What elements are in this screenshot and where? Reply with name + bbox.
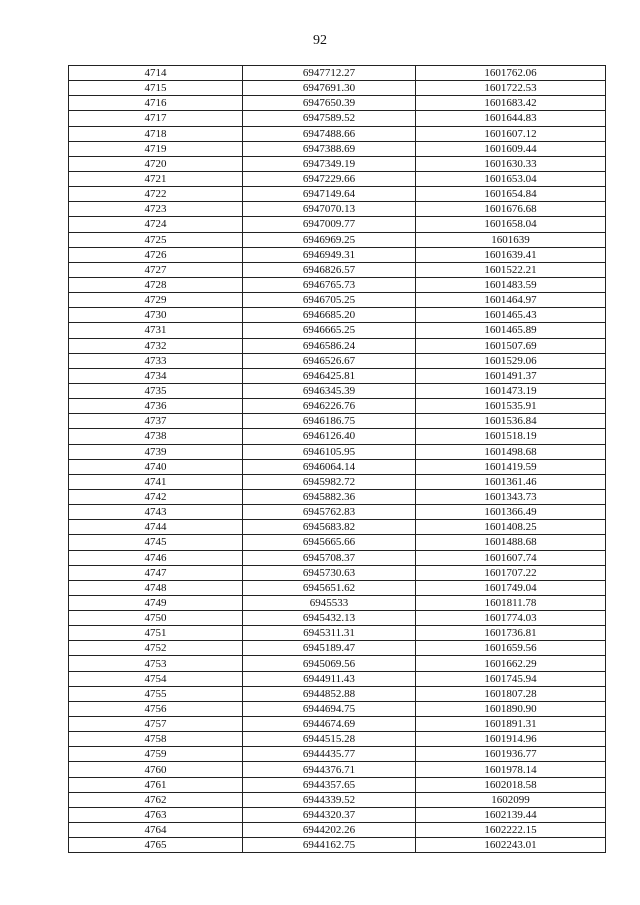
y-coordinate-cell: 1601811.78 xyxy=(416,595,606,610)
point-number-cell: 4734 xyxy=(69,368,243,383)
x-coordinate-cell: 6946526.67 xyxy=(243,353,416,368)
table-row xyxy=(69,717,606,732)
table-row xyxy=(69,414,606,429)
point-number-cell: 4738 xyxy=(69,429,243,444)
x-coordinate-cell: 6946186.75 xyxy=(243,414,416,429)
point-number-cell: 4757 xyxy=(69,717,243,732)
table-row xyxy=(69,141,606,156)
y-coordinate-cell: 1601419.59 xyxy=(416,459,606,474)
y-coordinate-cell: 1601654.84 xyxy=(416,187,606,202)
point-number-cell: 4720 xyxy=(69,156,243,171)
y-coordinate-cell: 1601343.73 xyxy=(416,489,606,504)
x-coordinate-cell: 6944911.43 xyxy=(243,671,416,686)
y-coordinate-cell: 1601978.14 xyxy=(416,762,606,777)
table-row xyxy=(69,111,606,126)
table-row xyxy=(69,474,606,489)
x-coordinate-cell: 6944435.77 xyxy=(243,747,416,762)
point-number-cell: 4730 xyxy=(69,308,243,323)
y-coordinate-cell: 1601518.19 xyxy=(416,429,606,444)
table-row xyxy=(69,732,606,747)
x-coordinate-cell: 6946064.14 xyxy=(243,459,416,474)
y-coordinate-cell: 1601891.31 xyxy=(416,717,606,732)
point-number-cell: 4714 xyxy=(69,66,243,81)
table-row xyxy=(69,353,606,368)
table-row xyxy=(69,777,606,792)
table-row xyxy=(69,171,606,186)
x-coordinate-cell: 6946226.76 xyxy=(243,399,416,414)
table-row xyxy=(69,701,606,716)
x-coordinate-cell: 6947388.69 xyxy=(243,141,416,156)
x-coordinate-cell: 6945651.62 xyxy=(243,580,416,595)
x-coordinate-cell: 6946126.40 xyxy=(243,429,416,444)
x-coordinate-cell: 6944852.88 xyxy=(243,686,416,701)
table-row xyxy=(69,505,606,520)
table-row xyxy=(69,444,606,459)
y-coordinate-cell: 1602222.15 xyxy=(416,823,606,838)
point-number-cell: 4750 xyxy=(69,611,243,626)
table-row xyxy=(69,96,606,111)
x-coordinate-cell: 6947691.30 xyxy=(243,81,416,96)
point-number-cell: 4726 xyxy=(69,247,243,262)
point-number-cell: 4725 xyxy=(69,232,243,247)
table-row xyxy=(69,535,606,550)
y-coordinate-cell: 1601639.41 xyxy=(416,247,606,262)
table-row xyxy=(69,611,606,626)
x-coordinate-cell: 6944357.65 xyxy=(243,777,416,792)
point-number-cell: 4727 xyxy=(69,262,243,277)
y-coordinate-cell: 1601658.04 xyxy=(416,217,606,232)
x-coordinate-cell: 6945069.56 xyxy=(243,656,416,671)
point-number-cell: 4763 xyxy=(69,807,243,822)
point-number-cell: 4762 xyxy=(69,792,243,807)
x-coordinate-cell: 6946105.95 xyxy=(243,444,416,459)
table-row xyxy=(69,838,606,853)
x-coordinate-cell: 6947009.77 xyxy=(243,217,416,232)
y-coordinate-cell: 1602018.58 xyxy=(416,777,606,792)
y-coordinate-cell: 1601936.77 xyxy=(416,747,606,762)
y-coordinate-cell: 1602099 xyxy=(416,792,606,807)
point-number-cell: 4736 xyxy=(69,399,243,414)
point-number-cell: 4735 xyxy=(69,383,243,398)
table-row xyxy=(69,262,606,277)
y-coordinate-cell: 1601535.91 xyxy=(416,399,606,414)
point-number-cell: 4743 xyxy=(69,505,243,520)
table-row xyxy=(69,565,606,580)
table-row xyxy=(69,323,606,338)
point-number-cell: 4756 xyxy=(69,701,243,716)
table-row xyxy=(69,807,606,822)
y-coordinate-cell: 1601473.19 xyxy=(416,383,606,398)
table-row xyxy=(69,368,606,383)
table-row xyxy=(69,671,606,686)
y-coordinate-cell: 1601774.03 xyxy=(416,611,606,626)
table-row xyxy=(69,383,606,398)
y-coordinate-cell: 1601607.74 xyxy=(416,550,606,565)
x-coordinate-cell: 6946705.25 xyxy=(243,293,416,308)
y-coordinate-cell: 1601609.44 xyxy=(416,141,606,156)
table-row xyxy=(69,641,606,656)
y-coordinate-cell: 1601676.68 xyxy=(416,202,606,217)
x-coordinate-cell: 6946665.25 xyxy=(243,323,416,338)
x-coordinate-cell: 6947712.27 xyxy=(243,66,416,81)
table-row xyxy=(69,626,606,641)
table-row xyxy=(69,489,606,504)
y-coordinate-cell: 1601653.04 xyxy=(416,171,606,186)
x-coordinate-cell: 6946826.57 xyxy=(243,262,416,277)
y-coordinate-cell: 1601507.69 xyxy=(416,338,606,353)
y-coordinate-cell: 1601644.83 xyxy=(416,111,606,126)
x-coordinate-cell: 6947070.13 xyxy=(243,202,416,217)
table-row xyxy=(69,550,606,565)
y-coordinate-cell: 1601464.97 xyxy=(416,293,606,308)
point-number-cell: 4758 xyxy=(69,732,243,747)
x-coordinate-cell: 6945189.47 xyxy=(243,641,416,656)
point-number-cell: 4744 xyxy=(69,520,243,535)
x-coordinate-cell: 6947229.66 xyxy=(243,171,416,186)
y-coordinate-cell: 1601736.81 xyxy=(416,626,606,641)
y-coordinate-cell: 1601529.06 xyxy=(416,353,606,368)
point-number-cell: 4721 xyxy=(69,171,243,186)
y-coordinate-cell: 1601522.21 xyxy=(416,262,606,277)
table-row xyxy=(69,156,606,171)
y-coordinate-cell: 1601465.43 xyxy=(416,308,606,323)
table-row xyxy=(69,81,606,96)
point-number-cell: 4752 xyxy=(69,641,243,656)
x-coordinate-cell: 6945982.72 xyxy=(243,474,416,489)
point-number-cell: 4732 xyxy=(69,338,243,353)
x-coordinate-cell: 6947589.52 xyxy=(243,111,416,126)
x-coordinate-cell: 6947488.66 xyxy=(243,126,416,141)
point-number-cell: 4761 xyxy=(69,777,243,792)
table-row xyxy=(69,66,606,81)
table-row xyxy=(69,338,606,353)
point-number-cell: 4760 xyxy=(69,762,243,777)
x-coordinate-cell: 6945311.31 xyxy=(243,626,416,641)
point-number-cell: 4745 xyxy=(69,535,243,550)
table-row xyxy=(69,656,606,671)
x-coordinate-cell: 6944694.75 xyxy=(243,701,416,716)
y-coordinate-cell: 1601366.49 xyxy=(416,505,606,520)
point-number-cell: 4765 xyxy=(69,838,243,853)
y-coordinate-cell: 1601745.94 xyxy=(416,671,606,686)
x-coordinate-cell: 6944674.69 xyxy=(243,717,416,732)
y-coordinate-cell: 1601630.33 xyxy=(416,156,606,171)
y-coordinate-cell: 1601890.90 xyxy=(416,701,606,716)
point-number-cell: 4733 xyxy=(69,353,243,368)
table-row xyxy=(69,293,606,308)
x-coordinate-cell: 6946685.20 xyxy=(243,308,416,323)
table-row xyxy=(69,232,606,247)
point-number-cell: 4746 xyxy=(69,550,243,565)
point-number-cell: 4722 xyxy=(69,187,243,202)
point-number-cell: 4740 xyxy=(69,459,243,474)
point-number-cell: 4751 xyxy=(69,626,243,641)
table-row xyxy=(69,126,606,141)
point-number-cell: 4716 xyxy=(69,96,243,111)
y-coordinate-cell: 1601498.68 xyxy=(416,444,606,459)
table-row xyxy=(69,247,606,262)
table-row xyxy=(69,187,606,202)
coordinates-table-body xyxy=(69,66,606,853)
table-row xyxy=(69,792,606,807)
point-number-cell: 4729 xyxy=(69,293,243,308)
x-coordinate-cell: 6946949.31 xyxy=(243,247,416,262)
y-coordinate-cell: 1601683.42 xyxy=(416,96,606,111)
y-coordinate-cell: 1601483.59 xyxy=(416,277,606,292)
point-number-cell: 4728 xyxy=(69,277,243,292)
point-number-cell: 4739 xyxy=(69,444,243,459)
y-coordinate-cell: 1601659.56 xyxy=(416,641,606,656)
point-number-cell: 4715 xyxy=(69,81,243,96)
table-row xyxy=(69,595,606,610)
y-coordinate-cell: 1601639 xyxy=(416,232,606,247)
table-row xyxy=(69,308,606,323)
x-coordinate-cell: 6944320.37 xyxy=(243,807,416,822)
table-row xyxy=(69,686,606,701)
x-coordinate-cell: 6946586.24 xyxy=(243,338,416,353)
x-coordinate-cell: 6946969.25 xyxy=(243,232,416,247)
point-number-cell: 4753 xyxy=(69,656,243,671)
x-coordinate-cell: 6945730.63 xyxy=(243,565,416,580)
y-coordinate-cell: 1601491.37 xyxy=(416,368,606,383)
y-coordinate-cell: 1602243.01 xyxy=(416,838,606,853)
x-coordinate-cell: 6946425.81 xyxy=(243,368,416,383)
x-coordinate-cell: 6944515.28 xyxy=(243,732,416,747)
table-row xyxy=(69,429,606,444)
y-coordinate-cell: 1601361.46 xyxy=(416,474,606,489)
point-number-cell: 4754 xyxy=(69,671,243,686)
page-number: 92 xyxy=(313,33,327,48)
y-coordinate-cell: 1601762.06 xyxy=(416,66,606,81)
y-coordinate-cell: 1601914.96 xyxy=(416,732,606,747)
point-number-cell: 4719 xyxy=(69,141,243,156)
y-coordinate-cell: 1601807.28 xyxy=(416,686,606,701)
point-number-cell: 4718 xyxy=(69,126,243,141)
x-coordinate-cell: 6944202.26 xyxy=(243,823,416,838)
table-row xyxy=(69,520,606,535)
point-number-cell: 4748 xyxy=(69,580,243,595)
y-coordinate-cell: 1601408.25 xyxy=(416,520,606,535)
x-coordinate-cell: 6944162.75 xyxy=(243,838,416,853)
x-coordinate-cell: 6947349.19 xyxy=(243,156,416,171)
table-row xyxy=(69,823,606,838)
table-row xyxy=(69,217,606,232)
x-coordinate-cell: 6945762.83 xyxy=(243,505,416,520)
table-row xyxy=(69,580,606,595)
table-row xyxy=(69,277,606,292)
x-coordinate-cell: 6945882.36 xyxy=(243,489,416,504)
point-number-cell: 4723 xyxy=(69,202,243,217)
y-coordinate-cell: 1601536.84 xyxy=(416,414,606,429)
table-row xyxy=(69,459,606,474)
y-coordinate-cell: 1602139.44 xyxy=(416,807,606,822)
point-number-cell: 4742 xyxy=(69,489,243,504)
x-coordinate-cell: 6944339.52 xyxy=(243,792,416,807)
table-row xyxy=(69,399,606,414)
table-row xyxy=(69,762,606,777)
y-coordinate-cell: 1601488.68 xyxy=(416,535,606,550)
y-coordinate-cell: 1601662.29 xyxy=(416,656,606,671)
point-number-cell: 4749 xyxy=(69,595,243,610)
x-coordinate-cell: 6945533 xyxy=(243,595,416,610)
x-coordinate-cell: 6945665.66 xyxy=(243,535,416,550)
point-number-cell: 4759 xyxy=(69,747,243,762)
x-coordinate-cell: 6947149.64 xyxy=(243,187,416,202)
point-number-cell: 4755 xyxy=(69,686,243,701)
y-coordinate-cell: 1601722.53 xyxy=(416,81,606,96)
x-coordinate-cell: 6945432.13 xyxy=(243,611,416,626)
point-number-cell: 4764 xyxy=(69,823,243,838)
y-coordinate-cell: 1601749.04 xyxy=(416,580,606,595)
table-row xyxy=(69,747,606,762)
x-coordinate-cell: 6947650.39 xyxy=(243,96,416,111)
x-coordinate-cell: 6946345.39 xyxy=(243,383,416,398)
x-coordinate-cell: 6945708.37 xyxy=(243,550,416,565)
table-row xyxy=(69,202,606,217)
point-number-cell: 4717 xyxy=(69,111,243,126)
y-coordinate-cell: 1601465.89 xyxy=(416,323,606,338)
x-coordinate-cell: 6945683.82 xyxy=(243,520,416,535)
point-number-cell: 4747 xyxy=(69,565,243,580)
y-coordinate-cell: 1601607.12 xyxy=(416,126,606,141)
x-coordinate-cell: 6944376.71 xyxy=(243,762,416,777)
point-number-cell: 4731 xyxy=(69,323,243,338)
coordinates-table xyxy=(68,65,606,853)
point-number-cell: 4737 xyxy=(69,414,243,429)
y-coordinate-cell: 1601707.22 xyxy=(416,565,606,580)
point-number-cell: 4741 xyxy=(69,474,243,489)
x-coordinate-cell: 6946765.73 xyxy=(243,277,416,292)
point-number-cell: 4724 xyxy=(69,217,243,232)
